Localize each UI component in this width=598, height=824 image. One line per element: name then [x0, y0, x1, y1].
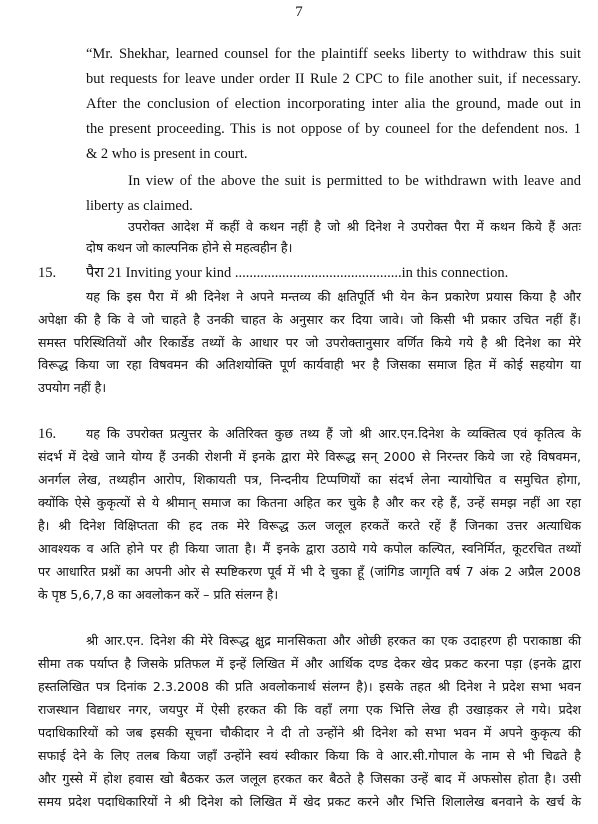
para-line: अपेक्षा की है कि वे जो चाहते है उनकी चाहत के अनुसार कर दिया जावे। जो किसी भी प्रकार उचित नहीं हैं।: [38, 312, 581, 327]
quote-line: In view of the above the suit is permitted to be withdrawn with leave and: [128, 173, 581, 189]
para-number: 16.: [38, 426, 57, 442]
note-line: दोष कथन जो काल्पनिक होने से महत्वहीन है।: [86, 240, 293, 255]
para-line: संदर्भ में देखे जाने योग्य हैं उनकी रोशनी में इनके द्वारा मेरे विरूद्ध सन् 2000 से निरन्तर किये जा रहे विषवमन,: [38, 449, 581, 464]
para-line: पर आधारित प्रश्नों का अपनी ओर से स्पष्टिकरण पूर्व में भी दे चुका हूँ (जांगिड जागृति वर्ष 7 अंक 2 अप्रैल 2008: [38, 564, 581, 579]
para-line: श्री आर.एन. दिनेश की मेरे विरूद्ध क्षुद्र मानसिकता और ओछी हरकत का एक उदाहरण ही पराकाष्ठा की: [86, 633, 581, 648]
para-line: हस्तलिखित पत्र दिनांक 2.3.2008 की प्रति अवलोकनार्थ संलग्न है)। इसके तहत श्री दिनेश ने प्रदेश सभा भवन: [38, 679, 581, 694]
para-line: समय प्रदेश पदाधिकारियों ने श्री दिनेश को लिखित में खेद प्रकट करने और भित्ति शिलालेख बनवाने के खर्च के: [38, 794, 581, 809]
para-line: यह कि इस पैरा में श्री दिनेश ने अपने मन्तव्य की क्षतिपूर्ति भी येन केन प्रकारेण प्रयास किया है और: [86, 289, 581, 304]
para-line: क्योंकि ऐसे कुकृत्यों से ये श्रीमान् समाज का कितना अहित कर चुके है और कर रहे हैं, उन्हें समझ नहीं आ रहा: [38, 495, 581, 510]
para-line: सीमा तक पर्याप्त है जिसके प्रतिफल में इन्हें लिखित में और आर्थिक दण्ड देकर खेद प्रकट करना पड़ा (इनके द्वारा: [38, 656, 581, 671]
para-line: सफाई देने के लिए तलब किया जहाँ उन्होंने स्वयं स्वीकार किया कि वे आर.सी.गोपाल के नाम से भी चिढते है: [38, 748, 581, 763]
quote-line: liberty as claimed.: [86, 198, 193, 214]
quote-line: & 2 who is present in court.: [86, 146, 248, 162]
para-line: आवश्यक व अति होने पर ही किया जाता है। मैं इनके द्वारा उठाये गये कपोल कल्पित, स्वनिर्मित, कूटरचित तथ्यों: [38, 541, 581, 556]
para-line: है। श्री दिनेश विक्षिप्तता की हद तक मेरे विरूद्ध ऊल जलूल हरकतें करते रहें हैं जिनका उत्तर अत्याधिक: [38, 518, 581, 533]
para-line: और गुस्से में होश हवास खो बैठकर ऊल जलूल हरकत कर बैठते है जिसका उन्हें बाद में अफसोस होता है। उसी: [38, 771, 581, 786]
para-line: विरूद्ध किया जा रहा विषवमन की अतिशयोक्ति पूर्ण कार्यवाही भर है जिसका समाज हित में कोई सहयोग या: [38, 357, 581, 372]
para-line: समस्त परिस्थितियों और रिकार्डेड तथ्यों के आधार पर जो उपरोक्तानुसार वर्णित किये गये है श्री दिनेश का मेरे: [38, 335, 581, 350]
para-line: उपयोग नहीं है।: [38, 380, 107, 395]
quote-line: the present proceeding. This is not oppose of by couneel for the defendent nos. 1: [86, 121, 581, 137]
note-line: उपरोक्त आदेश में कहीं वे कथन नहीं है जो श्री दिनेश ने उपरोक्त पैरा में कथन किये हैं अतः: [128, 219, 581, 234]
quote-line: “Mr. Shekhar, learned counsel for the plaintiff seeks liberty to withdraw this suit: [86, 46, 581, 62]
quote-line: After the conclusion of election incorporating inter alia the ground, made out in: [86, 96, 581, 112]
para-heading: पैरा 21 Inviting your kind ..............................................in this connection.: [86, 265, 509, 281]
para-line: के पृष्ठ 5,6,7,8 का अवलोकन करें – प्रति संलग्न है।: [38, 587, 279, 602]
page-number: 7: [295, 4, 303, 20]
para-number: 15.: [38, 265, 57, 281]
para-line: यह कि उपरोक्त प्रत्युत्तर के अतिरिक्त कुछ तथ्य हैं जो श्री आर.एन.दिनेश के व्यक्तित्व एवं कृतित्व के: [86, 426, 581, 441]
quote-line: but requests for leave under order II Rule 2 CPC to file another suit, if necessary.: [86, 71, 581, 87]
para-line: राजस्थान विद्याधर नगर, जयपुर में ऐसी हरकत की कि वहाँ लगा एक भित्ति लेख ही उखाड़कर ले गये। प्रदेश: [38, 702, 581, 717]
para-line: अनर्गल लेख, तथ्यहीन आरोप, शिकायती पत्र, निन्दनीय टिप्पणियों का संदर्भ लेना न्यायोचित व समुचित होगा,: [38, 472, 581, 487]
para-line: पदाधिकारियों को जब इसकी सूचना चौकीदार ने दी तो उन्होंने श्री दिनेश को सभा भवन में अपने कुकृत्य की: [38, 725, 581, 740]
